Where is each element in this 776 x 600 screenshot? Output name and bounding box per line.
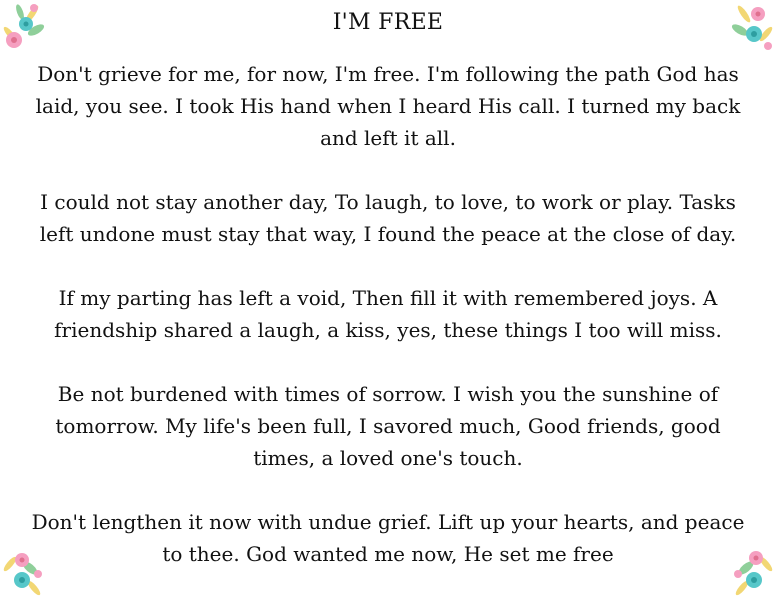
page-title: I'M FREE xyxy=(332,10,444,35)
poem-body xyxy=(24,58,752,570)
poem-stanza-5: Don't lengthen it now with undue grief. Lift up your hearts, and peace to thee. God wanted me now, He set me free xyxy=(31,510,745,566)
poem-stanza-3: If my parting has left a void, Then fill it with remembered joys. A friendship shared a laugh, a kiss, yes, these things I too will miss. xyxy=(54,286,722,342)
poem-stanza-4: Be not burdened with times of sorrow. I wish you the sunshine of tomorrow. My life's been full, I savored much, Good friends, good times, a loved one's touch. xyxy=(55,382,721,470)
poem-stanza-2: I could not stay another day, To laugh, to love, to work or play. Tasks left undone must stay that way, I found the peace at the close of day. xyxy=(39,190,737,246)
poem-stanza-1: Don't grieve for me, for now, I'm free. I'm following the path God has laid, you see. I took His hand when I heard His call. I turned my back and left it all. xyxy=(35,62,741,150)
